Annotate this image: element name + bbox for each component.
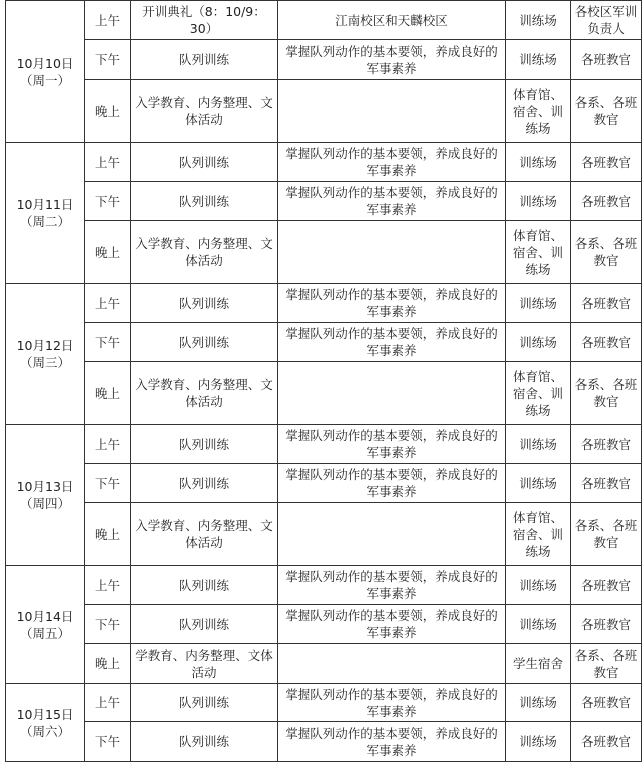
staff-cell: 各班教官 — [571, 182, 642, 221]
goal-cell: 掌握队列动作的基本要领，养成良好的军事素养 — [278, 425, 506, 464]
place-cell: 训练场 — [506, 464, 571, 503]
place-cell: 训练场 — [506, 1, 571, 40]
goal-cell: 掌握队列动作的基本要领，养成良好的军事素养 — [278, 284, 506, 323]
content-cell: 入学教育、内务整理、文体活动 — [131, 503, 278, 566]
goal-cell — [278, 362, 506, 425]
content-cell: 开训典礼（8：10/9：30） — [131, 1, 278, 40]
staff-cell: 各班教官 — [571, 284, 642, 323]
place-cell: 训练场 — [506, 323, 571, 362]
content-cell: 队列训练 — [131, 143, 278, 182]
content-cell: 入学教育、内务整理、文体活动 — [131, 362, 278, 425]
content-cell: 队列训练 — [131, 566, 278, 605]
place-cell: 训练场 — [506, 40, 571, 80]
staff-cell: 各系、各班教官 — [571, 221, 642, 284]
place-cell: 训练场 — [506, 284, 571, 323]
place-cell: 训练场 — [506, 425, 571, 464]
period-cell: 上午 — [85, 684, 131, 722]
staff-cell: 各班教官 — [571, 40, 642, 80]
period-cell: 下午 — [85, 605, 131, 644]
table-row — [6, 80, 642, 143]
content-cell: 队列训练 — [131, 323, 278, 362]
date-cell: 10月10日（周一） — [6, 1, 85, 143]
table-row — [6, 503, 642, 566]
goal-cell — [278, 503, 506, 566]
table-row — [6, 605, 642, 644]
content-cell: 队列训练 — [131, 284, 278, 323]
staff-cell: 各系、各班教官 — [571, 80, 642, 143]
table-row — [6, 684, 642, 722]
period-cell: 下午 — [85, 722, 131, 762]
content-cell: 队列训练 — [131, 425, 278, 464]
staff-cell: 各班教官 — [571, 425, 642, 464]
content-cell: 学教育、内务整理、文体活动 — [131, 644, 278, 684]
place-cell: 训练场 — [506, 722, 571, 762]
place-cell: 训练场 — [506, 684, 571, 722]
place-cell: 体育馆、宿舍、训练场 — [506, 80, 571, 143]
date-cell: 10月13日（周四） — [6, 425, 85, 566]
table-row — [6, 464, 642, 503]
goal-cell — [278, 80, 506, 143]
goal-cell: 掌握队列动作的基本要领，养成良好的军事素养 — [278, 40, 506, 80]
period-cell: 上午 — [85, 143, 131, 182]
staff-cell: 各班教官 — [571, 684, 642, 722]
table-row — [6, 323, 642, 362]
staff-cell: 各班教官 — [571, 722, 642, 762]
place-cell: 训练场 — [506, 143, 571, 182]
goal-cell: 掌握队列动作的基本要领，养成良好的军事素养 — [278, 684, 506, 722]
goal-cell: 江南校区和天麟校区 — [278, 1, 506, 40]
period-cell: 下午 — [85, 464, 131, 503]
goal-cell: 掌握队列动作的基本要领，养成良好的军事素养 — [278, 464, 506, 503]
goal-cell: 掌握队列动作的基本要领，养成良好的军事素养 — [278, 323, 506, 362]
staff-cell: 各系、各班教官 — [571, 503, 642, 566]
period-cell: 晚上 — [85, 362, 131, 425]
staff-cell: 各系、各班教官 — [571, 362, 642, 425]
staff-cell: 各系、各班教官 — [571, 644, 642, 684]
period-cell: 晚上 — [85, 80, 131, 143]
period-cell: 晚上 — [85, 503, 131, 566]
table-row — [6, 362, 642, 425]
place-cell: 体育馆、宿舍、训练场 — [506, 362, 571, 425]
content-cell: 入学教育、内务整理、文体活动 — [131, 80, 278, 143]
place-cell: 训练场 — [506, 566, 571, 605]
goal-cell: 掌握队列动作的基本要领，养成良好的军事素养 — [278, 143, 506, 182]
content-cell: 队列训练 — [131, 722, 278, 762]
place-cell: 训练场 — [506, 182, 571, 221]
period-cell: 上午 — [85, 566, 131, 605]
place-cell: 体育馆、宿舍、训练场 — [506, 503, 571, 566]
period-cell: 晚上 — [85, 644, 131, 684]
table-row — [6, 284, 642, 323]
content-cell: 队列训练 — [131, 40, 278, 80]
table-row — [6, 182, 642, 221]
staff-cell: 各班教官 — [571, 143, 642, 182]
date-cell: 10月12日（周三） — [6, 284, 85, 425]
period-cell: 下午 — [85, 40, 131, 80]
table-row — [6, 425, 642, 464]
place-cell: 体育馆、宿舍、训练场 — [506, 221, 571, 284]
content-cell: 队列训练 — [131, 605, 278, 644]
goal-cell: 掌握队列动作的基本要领，养成良好的军事素养 — [278, 605, 506, 644]
period-cell: 下午 — [85, 323, 131, 362]
goal-cell: 掌握队列动作的基本要领，养成良好的军事素养 — [278, 566, 506, 605]
table-row — [6, 644, 642, 684]
date-cell: 10月14日（周五） — [6, 566, 85, 684]
staff-cell: 各班教官 — [571, 464, 642, 503]
staff-cell: 各班教官 — [571, 605, 642, 644]
period-cell: 晚上 — [85, 221, 131, 284]
table-row — [6, 143, 642, 182]
goal-cell — [278, 644, 506, 684]
date-cell: 10月15日（周六） — [6, 684, 85, 762]
content-cell: 队列训练 — [131, 464, 278, 503]
period-cell: 下午 — [85, 182, 131, 221]
table-row — [6, 221, 642, 284]
period-cell: 上午 — [85, 425, 131, 464]
goal-cell: 掌握队列动作的基本要领，养成良好的军事素养 — [278, 182, 506, 221]
table-row — [6, 40, 642, 80]
content-cell: 入学教育、内务整理、文体活动 — [131, 221, 278, 284]
table-row — [6, 722, 642, 762]
goal-cell — [278, 221, 506, 284]
training-schedule-table — [5, 0, 642, 762]
staff-cell: 各班教官 — [571, 566, 642, 605]
table-row — [6, 566, 642, 605]
staff-cell: 各校区军训负责人 — [571, 1, 642, 40]
date-cell: 10月11日（周二） — [6, 143, 85, 284]
place-cell: 训练场 — [506, 605, 571, 644]
period-cell: 上午 — [85, 1, 131, 40]
content-cell: 队列训练 — [131, 182, 278, 221]
table-row — [6, 1, 642, 40]
goal-cell: 掌握队列动作的基本要领，养成良好的军事素养 — [278, 722, 506, 762]
place-cell: 学生宿舍 — [506, 644, 571, 684]
period-cell: 上午 — [85, 284, 131, 323]
staff-cell: 各班教官 — [571, 323, 642, 362]
content-cell: 队列训练 — [131, 684, 278, 722]
